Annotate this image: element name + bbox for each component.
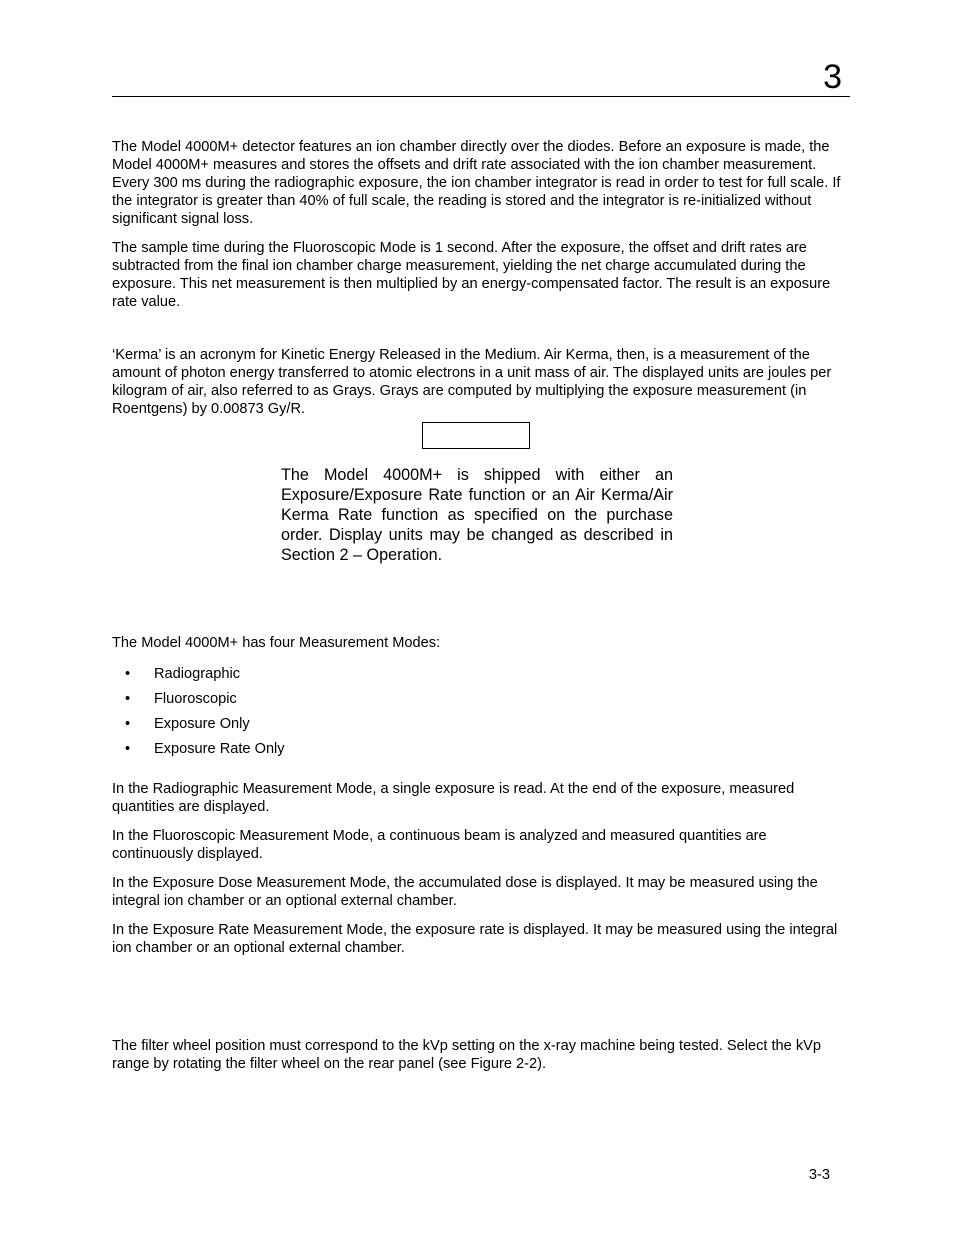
list-item [112,739,285,764]
mode-label: Exposure Only [154,716,250,732]
kerma-paragraph: ‘Kerma’ is an acronym for Kinetic Energy Released in the Medium. Air Kerma, then, is a measurement of the amount of photon energy transferred to atomic electrons in a unit mass of air. The displayed units are joules per kilogram of air, also referred to as Grays. Grays are computed by multiplying the exposure measurement (in Roentgens) by 0.00873 Gy/R. [112,347,832,417]
exposure-rate-mode-paragraph: In the Exposure Rate Measurement Mode, the exposure rate is displayed. It may be measured using the integral ion chamber or an optional external chamber. [112,922,838,956]
list-item [112,714,285,739]
filter-wheel-paragraph: The filter wheel position must correspond to the kVp setting on the x-ray machine being tested. Select the kVp range by rotating the filter wheel on the rear panel (see Figure 2-2). [112,1038,821,1072]
page-number: 3-3 [808,1167,830,1183]
radiographic-mode-paragraph: In the Radiographic Measurement Mode, a single exposure is read. At the end of the exposure, measured quantities are displayed. [112,781,795,815]
mode-label: Radiographic [154,666,240,682]
list-item [112,689,285,714]
modes-intro: The Model 4000M+ has four Measurement Modes: [112,635,441,651]
exposure-dose-mode-paragraph: In the Exposure Dose Measurement Mode, the accumulated dose is displayed. It may be measured using the integral ion chamber or an optional external chamber. [112,875,818,909]
mode-label: Fluoroscopic [154,691,237,707]
bullet-icon: • [125,691,131,707]
list-item [112,664,285,689]
chapter-number: 3 [823,58,842,96]
note-text: The Model 4000M+ is shipped with either an Exposure/Exposure Rate function or an Air Kerma/Air Kerma Rate function as specified on the purchase order. Display units may be changed as described in Section 2 – Operation. [281,466,673,564]
bullet-icon: • [125,741,131,757]
note-label-box [422,422,530,449]
ion-chamber-paragraph: The Model 4000M+ detector features an ion chamber directly over the diodes. Before an exposure is made, the Model 4000M+ measures and stores the offsets and drift rate associated with the ion chamber measurement. Every 300 ms during the radiographic exposure, the ion chamber integrator is read in order to test for full scale. If the integrator is greater than 40% of full scale, the reading is stored and the integrator is re-initialized without significant signal loss. [112,139,841,227]
bullet-icon: • [125,666,131,682]
sample-time-paragraph: The sample time during the Fluoroscopic Mode is 1 second. After the exposure, the offset and drift rates are subtracted from the final ion chamber charge measurement, yielding the net charge accumulated during the exposure. This net measurement is then multiplied by an energy-compensated factor. The result is an exposure rate value. [112,240,831,310]
header-rule [112,96,850,97]
mode-label: Exposure Rate Only [154,741,285,757]
fluoroscopic-mode-paragraph: In the Fluoroscopic Measurement Mode, a continuous beam is analyzed and measured quantities are continuously displayed. [112,828,767,862]
measurement-modes-list [112,664,285,764]
bullet-icon: • [125,716,131,732]
